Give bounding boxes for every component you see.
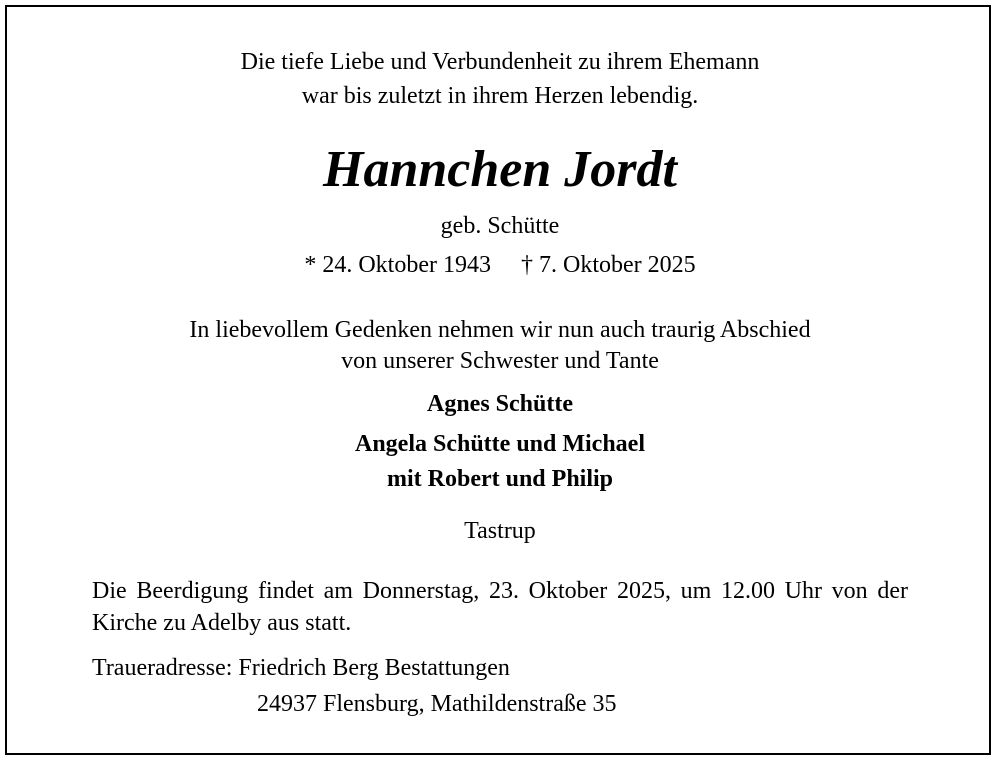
mourner-name-2: Angela Schütte und Michael — [354, 431, 645, 457]
intro-line-1: Die tiefe Liebe und Verbundenheit zu ihrem Ehemann — [240, 49, 760, 75]
address-line-1: Traueradresse: Friedrich Berg Bestattungen — [92, 655, 510, 681]
life-dates — [0, 251, 1000, 279]
intro-line-2: war bis zuletzt in ihrem Herzen lebendig. — [301, 83, 699, 109]
notice-border — [5, 5, 991, 755]
deceased-name: Hannchen Jordt — [323, 141, 677, 198]
farewell-line-1: In liebevollem Gedenken nehmen wir nun auch traurig Abschied — [189, 317, 811, 343]
mourner-name-3: mit Robert und Philip — [386, 466, 614, 492]
death-date: † 7. Oktober 2025 — [521, 252, 696, 278]
mourners-place: Tastrup — [464, 518, 536, 544]
birth-name: geb. Schütte — [440, 213, 560, 239]
farewell-line-2: von unserer Schwester und Tante — [341, 348, 659, 374]
funeral-info: Die Beerdigung findet am Donnerstag, 23. Oktober 2025, um 12.00 Uhr von der Kirche zu Adelby aus statt. — [92, 578, 908, 636]
address-line-2: 24937 Flensburg, Mathildenstraße 35 — [257, 691, 617, 717]
mourner-name-1: Agnes Schütte — [426, 391, 573, 417]
birth-date: * 24. Oktober 1943 — [304, 252, 491, 278]
